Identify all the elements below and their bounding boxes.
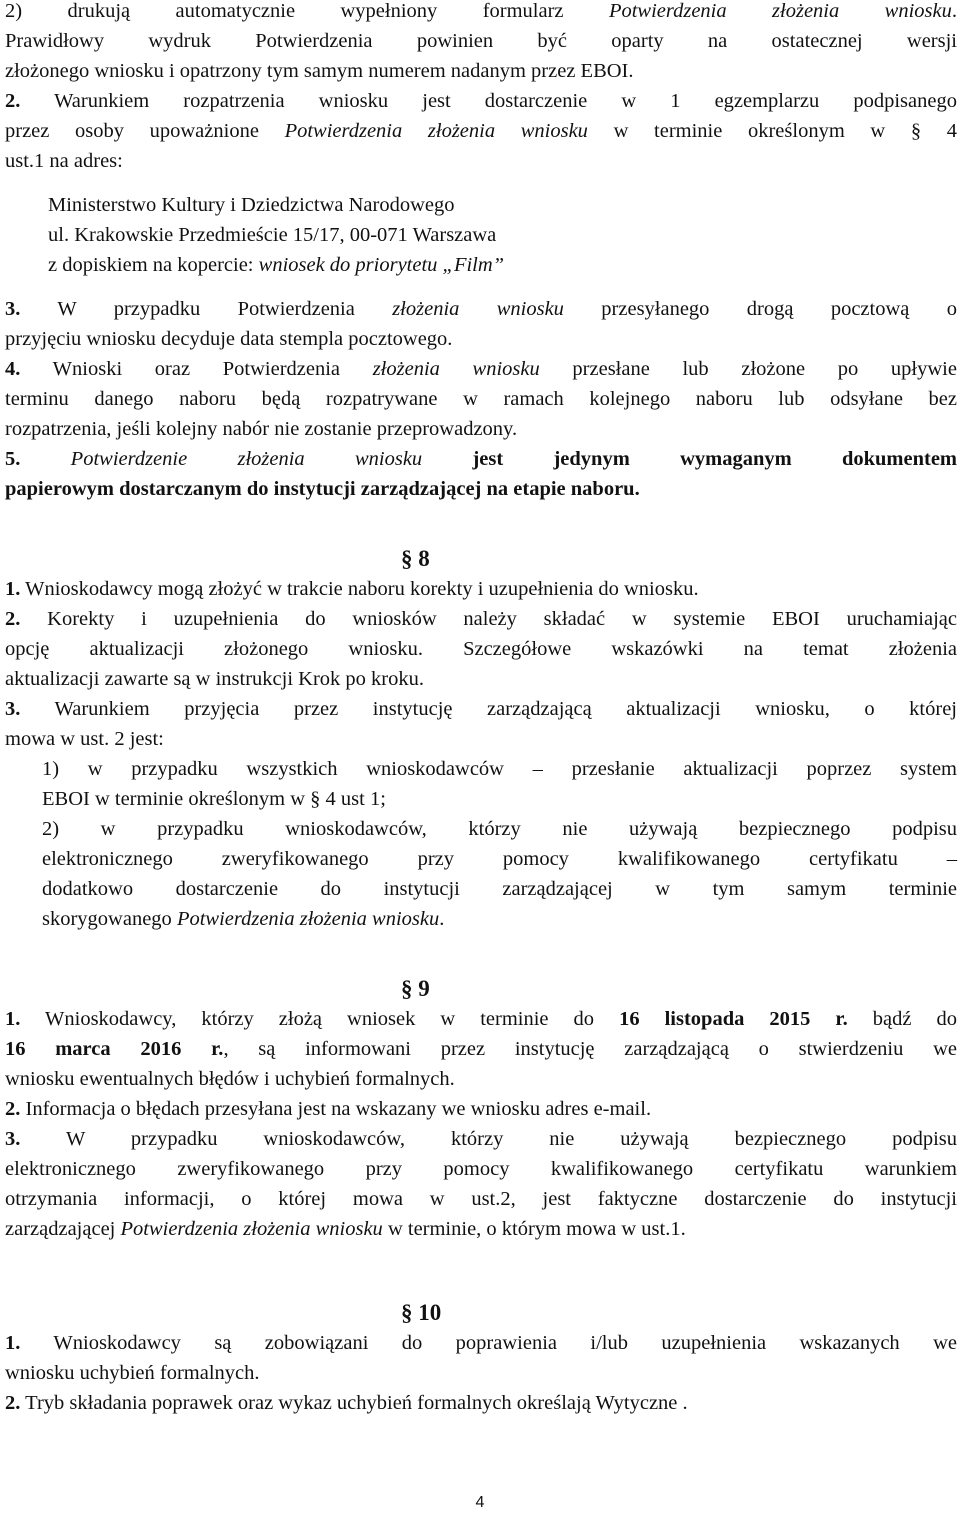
list-item-line [42, 904, 957, 934]
text-run: . [951, 0, 957, 22]
text-run-bold: 16 listopada 2015 r. [619, 1008, 848, 1030]
text-run-italic: Potwierdzenia złożenia wniosku [608, 0, 952, 22]
text-run-italic: Potwierdzenia złożenia wniosku [120, 1218, 383, 1240]
spacer [5, 504, 957, 544]
paragraph-line [5, 1004, 957, 1034]
paragraph-line: papierowym dostarczanym do instytucji zarządzającej na etapie naboru. [5, 478, 640, 500]
paragraph-line: terminu danego naboru będą rozpatrywane w ramach kolejnego naboru lub odsyłane bez [5, 388, 957, 410]
text-run: Wnioski oraz Potwierdzenia [52, 358, 373, 380]
text-run-italic: Potwierdzenie złożenia wniosku [70, 448, 423, 470]
section-heading: § 9 [401, 976, 430, 1001]
list-item-line: EBOI w terminie określonym w § 4 ust 1; [42, 788, 386, 810]
sub-list [5, 754, 957, 934]
item-number: 2. [5, 1098, 21, 1120]
item-number: 2. [5, 90, 21, 112]
text-run-italic: Potwierdzenia złożenia wniosku [176, 908, 440, 930]
address-line [48, 250, 957, 280]
paragraph-line [5, 604, 957, 634]
text-run-bold: jest jedynym wymaganym dokumentem [422, 448, 957, 470]
text-run-bold: 16 marca 2016 r. [5, 1038, 224, 1060]
text-run: , są informowani przez instytucję zarządzającą o stwierdzeniu we [223, 1038, 958, 1060]
item-number: 1. [5, 1008, 21, 1030]
text-run: . [439, 908, 445, 930]
text-run: W przypadku wnioskodawców, którzy nie używają bezpiecznego podpisu [65, 1128, 957, 1150]
paragraph-line: opcję aktualizacji złożonego wniosku. Szczegółowe wskazówki na temat złożenia [5, 638, 957, 660]
paragraph-line [5, 694, 957, 724]
text-run: Wnioskodawcy, którzy złożą wniosek w terminie do [45, 1008, 620, 1030]
text-run: bądź do [847, 1008, 957, 1030]
text-run: Tryb składania poprawek oraz wykaz uchybień formalnych określają Wytyczne . [25, 1392, 688, 1414]
spacer [5, 176, 957, 190]
paragraph-line [5, 116, 957, 146]
item-number: 1. [5, 578, 21, 600]
document-page [5, 0, 957, 1418]
paragraph-line: złożonego wniosku i opatrzony tym samym numerem nadanym przez EBOI. [5, 60, 634, 82]
item-number: 3. [5, 298, 21, 320]
text-run: Informacja o błędach przesyłana jest na wskazany we wniosku adres e-mail. [25, 1098, 652, 1120]
paragraph-line: elektronicznego zweryfikowanego przy pomocy kwalifikowanego certyfikatu warunkiem [5, 1158, 957, 1180]
item-number: 4. [5, 358, 21, 380]
item-number: 2. [5, 1392, 21, 1414]
text-run: Wnioskodawcy są zobowiązani do poprawienia i/lub uzupełnienia wskazanych we [53, 1332, 957, 1354]
spacer [5, 280, 957, 294]
section-heading: § 8 [401, 546, 430, 571]
paragraph-line: wniosku uchybień formalnych. [5, 1362, 260, 1384]
text-run-italic: złożenia wniosku [392, 298, 564, 320]
address-line: ul. Krakowskie Przedmieście 15/17, 00-071 Warszawa [48, 224, 497, 246]
list-item-line: elektronicznego zweryfikowanego przy pomocy kwalifikowanego certyfikatu – [42, 848, 957, 870]
paragraph-line [5, 86, 957, 116]
text-run: zarządzającej [5, 1218, 121, 1240]
item-number: 2. [5, 608, 21, 630]
text-run-italic: Potwierdzenia złożenia wniosku [284, 120, 588, 142]
list-item-line: 1) w przypadku wszystkich wnioskodawców – przesłanie aktualizacji poprzez system [42, 758, 957, 780]
paragraph-line [5, 1124, 957, 1154]
paragraph-line: otrzymania informacji, o której mowa w ust.2, jest faktyczne dostarczenie do instytucji [5, 1188, 957, 1210]
paragraph-line [5, 1094, 957, 1124]
item-number: 3. [5, 698, 21, 720]
text-run: przez osoby upoważnione [5, 120, 285, 142]
paragraph-line [5, 1328, 957, 1358]
paragraph-line: przyjęciu wniosku decyduje data stempla pocztowego. [5, 328, 453, 350]
spacer [5, 934, 957, 974]
paragraph-line [5, 1214, 957, 1244]
text-run: W przypadku Potwierdzenia [57, 298, 393, 320]
text-run: skorygowanego [42, 908, 177, 930]
text-run: przesłane lub złożone po upływie [539, 358, 957, 380]
paragraph-line [5, 0, 957, 26]
text-run-italic: złożenia wniosku [372, 358, 540, 380]
list-item-line: dodatkowo dostarczenie do instytucji zarządzającej w tym samym terminie [42, 878, 957, 900]
text-run: z dopiskiem na kopercie: [48, 254, 259, 276]
item-number: 1. [5, 1332, 21, 1354]
paragraph-line: Prawidłowy wydruk Potwierdzenia powinien być oparty na ostatecznej wersji [5, 30, 957, 52]
paragraph-line [5, 1388, 957, 1418]
paragraph-line [5, 294, 957, 324]
section-heading: § 10 [401, 1300, 442, 1325]
item-number: 5. [5, 448, 21, 470]
text-run: Korekty i uzupełnienia do wniosków należy składać w systemie EBOI uruchamiając [47, 608, 957, 630]
paragraph-line: wniosku ewentualnych błędów i uchybień formalnych. [5, 1068, 455, 1090]
paragraph-line: ust.1 na adres: [5, 150, 123, 172]
paragraph-line [5, 354, 957, 384]
paragraph-line: rozpatrzenia, jeśli kolejny nabór nie zostanie przeprowadzony. [5, 418, 518, 440]
text-run: 2) drukują automatycznie wypełniony formularz [5, 0, 609, 22]
address-line: Ministerstwo Kultury i Dziedzictwa Narodowego [48, 194, 455, 216]
text-run: w terminie określonym w § 4 [587, 120, 957, 142]
paragraph-line: aktualizacji zawarte są w instrukcji Krok po kroku. [5, 668, 424, 690]
spacer [5, 1244, 957, 1298]
paragraph-line: mowa w ust. 2 jest: [5, 728, 164, 750]
paragraph-line [5, 444, 957, 474]
address-block [5, 190, 957, 280]
text-run: przesyłanego drogą pocztową o [563, 298, 957, 320]
item-number: 3. [5, 1128, 21, 1150]
text-run: w terminie, o którym mowa w ust.1. [382, 1218, 686, 1240]
paragraph-line [5, 574, 957, 604]
text-run: Wnioskodawcy mogą złożyć w trakcie naboru korekty i uzupełnienia do wniosku. [25, 578, 699, 600]
page-number: 4 [475, 1494, 485, 1511]
list-item-line: 2) w przypadku wnioskodawców, którzy nie używają bezpiecznego podpisu [42, 818, 957, 840]
paragraph-line [5, 1034, 957, 1064]
text-run-italic: wniosek do priorytetu „Film” [258, 254, 505, 276]
text-run: Warunkiem rozpatrzenia wniosku jest dostarczenie w 1 egzemplarzu podpisanego [54, 90, 957, 112]
text-run: Warunkiem przyjęcia przez instytucję zarządzającą aktualizacji wniosku, o której [54, 698, 957, 720]
